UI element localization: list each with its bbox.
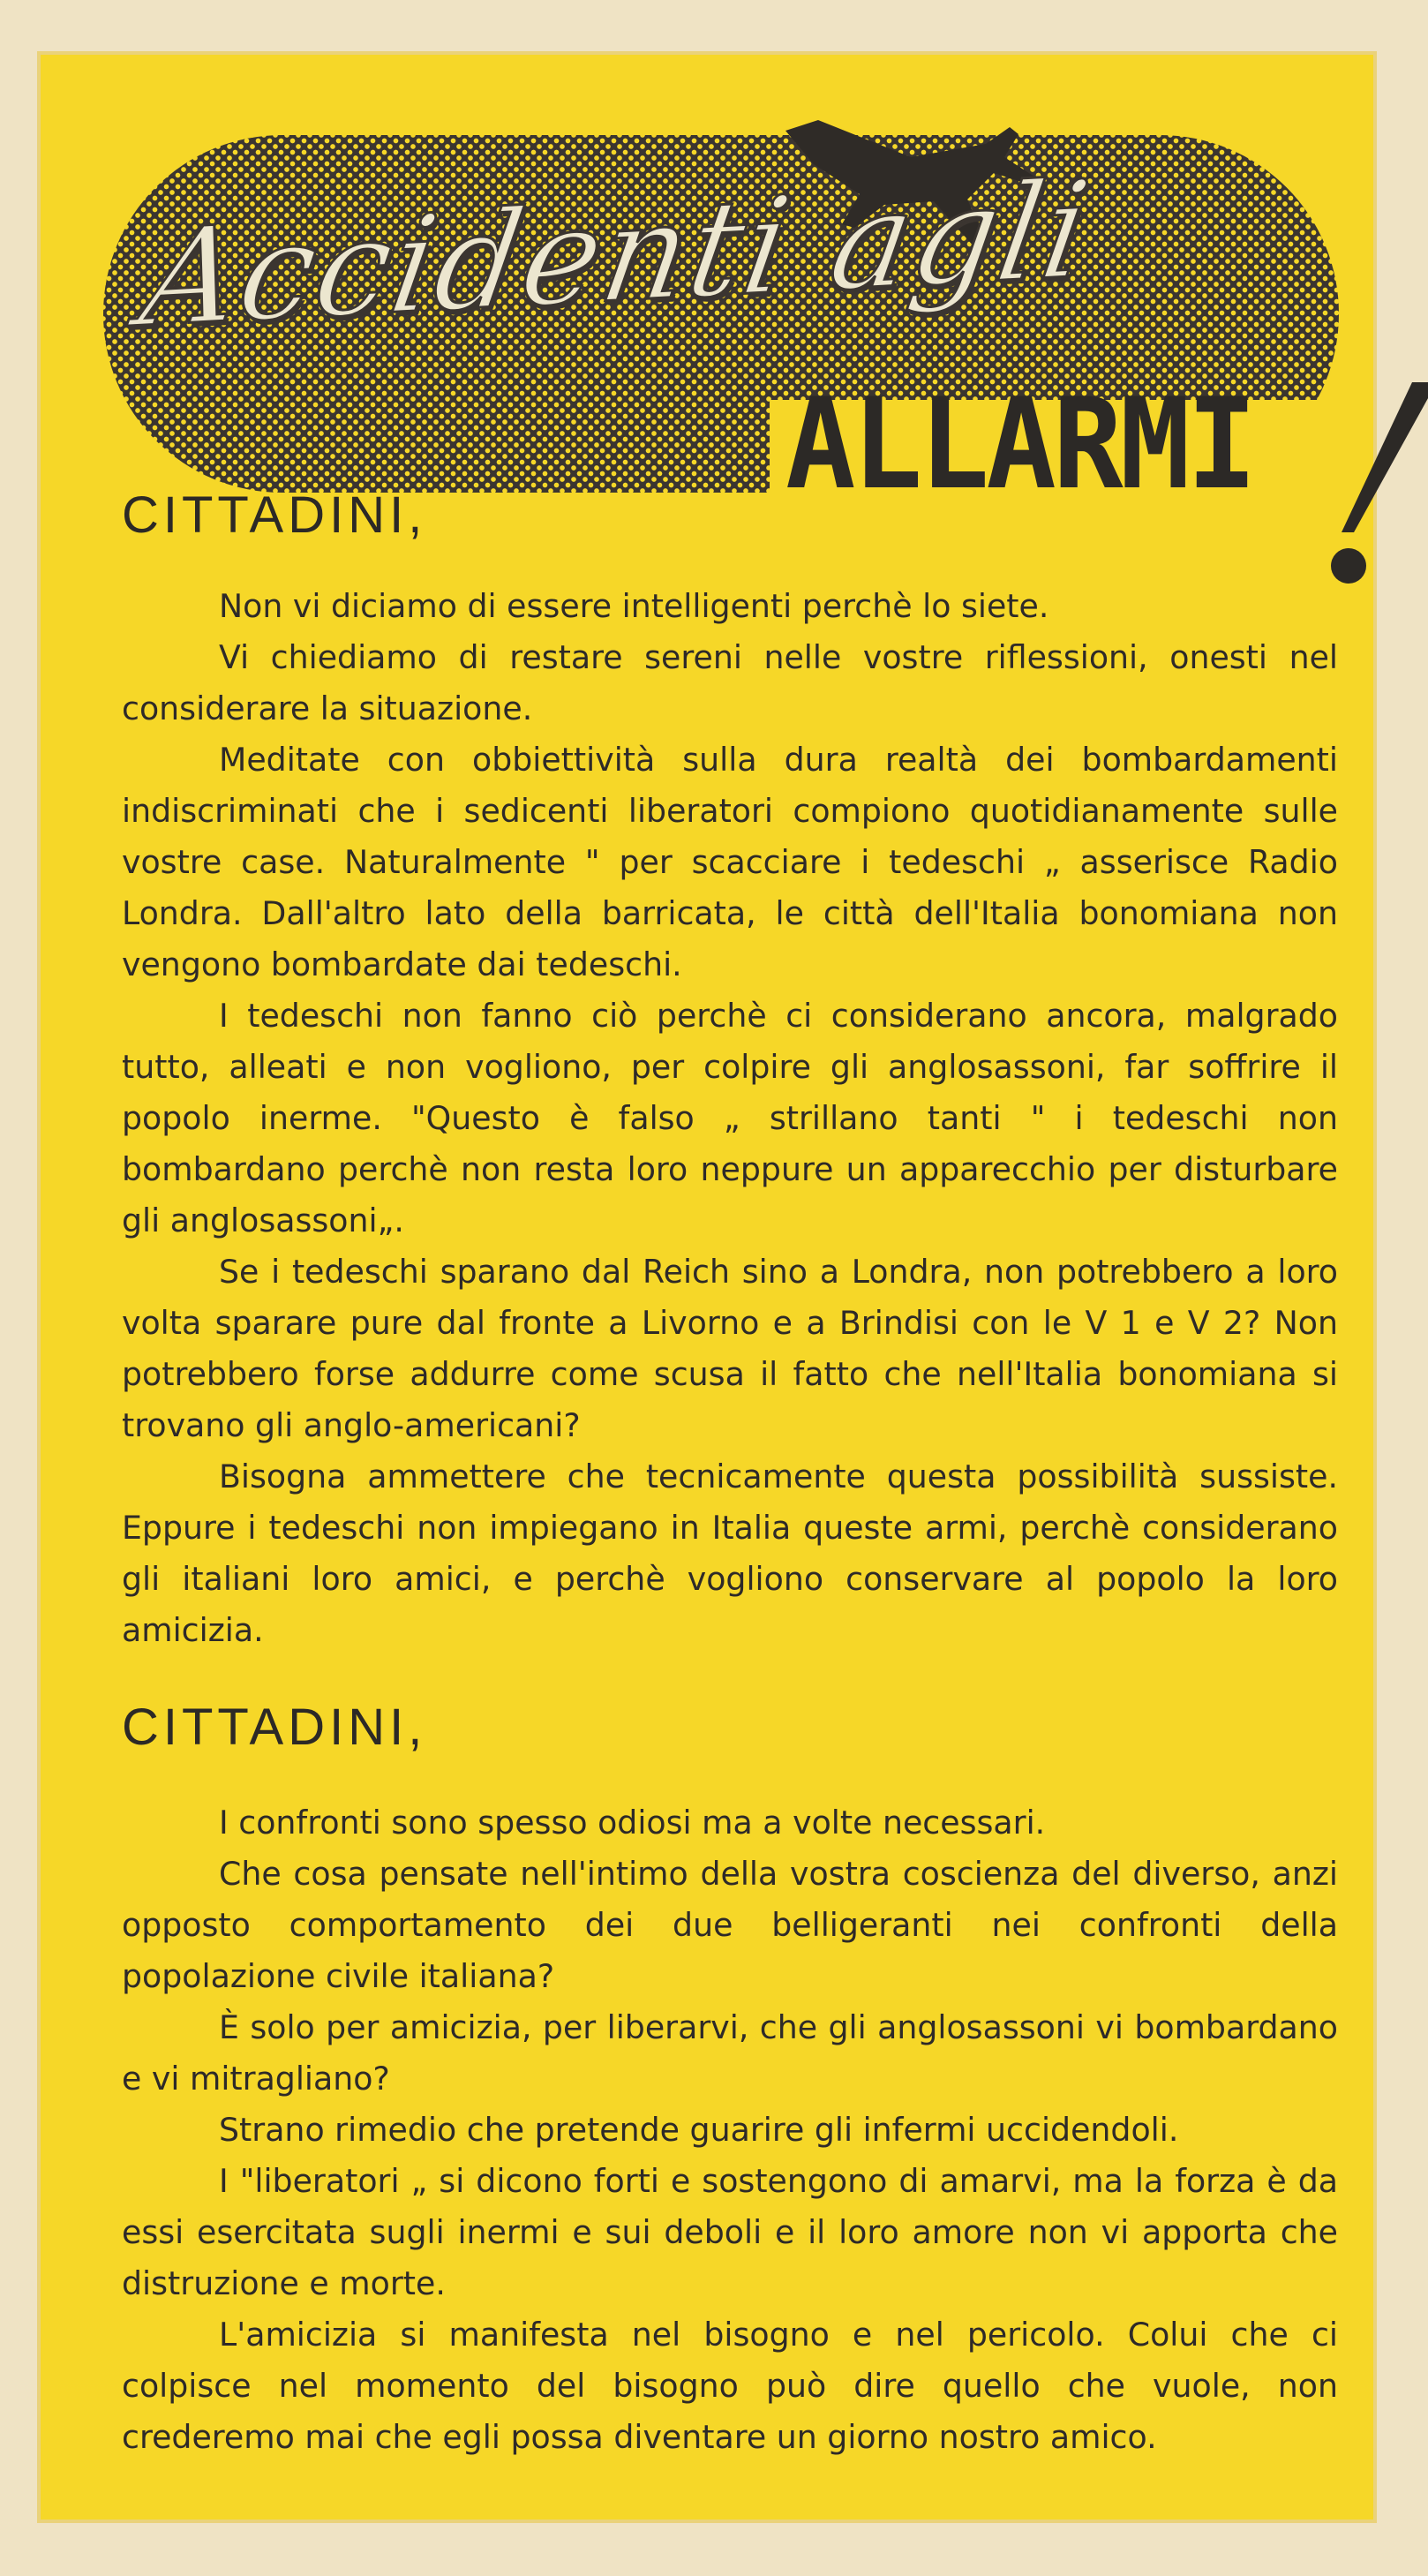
paragraph: È solo per amicizia, per liberarvi, che gli anglosassoni vi bombardano e vi mitragliano? <box>122 2008 1338 2098</box>
script-title: Accidenti agli <box>131 153 1101 358</box>
section-heading-1: CITTADINI, <box>122 486 427 544</box>
paragraph: Non vi diciamo di essere intelligenti perchè lo siete. <box>219 587 1049 625</box>
paragraph: I "liberatori „ si dicono forti e sostengono di amarvi, ma la forza è da essi esercitata sugli inermi e sui deboli e il loro amore non vi apporta che distruzione e morte. <box>122 2162 1338 2302</box>
paragraph: Bisogna ammettere che tecnicamente questa possibilità sussiste. Eppure i tedeschi non impiegano in Italia queste armi, perchè considerano gli italiani loro amici, e perchè vogliono conservare al popolo la loro amicizia. <box>122 1457 1338 1649</box>
section-2-body <box>122 1797 1338 2463</box>
paragraph: Vi chiediamo di restare sereni nelle vostre riflessioni, onesti nel considerare la situazione. <box>122 638 1338 727</box>
paragraph: Strano rimedio che pretende guarire gli infermi uccidendoli. <box>219 2111 1179 2149</box>
paragraph: I confronti sono spesso odiosi ma a volte necessari. <box>219 1804 1046 1842</box>
paragraph: Che cosa pensate nell'intimo della vostra coscienza del diverso, anzi opposto comportamento dei due belligeranti nei confronti della popolazione civile italiana? <box>122 1855 1338 1995</box>
paragraph: L'amicizia si manifesta nel bisogno e nel pericolo. Colui che ci colpisce nel momento del bisogno può dire quello che vuole, non crederemo mai che egli possa diventare un giorno nostro amico. <box>122 2316 1338 2456</box>
bold-title: ALLARMI <box>785 372 1254 517</box>
section-heading-2: CITTADINI, <box>122 1699 427 1756</box>
paragraph: Meditate con obbiettività sulla dura realtà dei bombardamenti indiscriminati che i sedicenti liberatori compiono quotidianamente sulle vostre case. Naturalmente " per scacciare i tedeschi „ asserisce Radio Londra. Dall'altro lato della barricata, le città dell'Italia bonomiana non vengono bombardate dai tedeschi. <box>122 741 1338 983</box>
paragraph: I tedeschi non fanno ciò perchè ci considerano ancora, malgrado tutto, alleati e non vogliono, per colpire gli anglosassoni, far soffrire il popolo inerme. "Questo è falso „ strillano tanti " i tedeschi non bombardano perchè non resta loro neppure un apparecchio per disturbare gli anglosassoni„. <box>122 997 1338 1239</box>
exclamation-mark-icon <box>1308 365 1428 594</box>
paragraph: Se i tedeschi sparano dal Reich sino a Londra, non potrebbero a loro volta sparare pure dal fronte a Livorno e a Brindisi con le V 1 e V 2? Non potrebbero forse addurre come scusa il fatto che nell'Italia bonomiana si trovano gli anglo-americani? <box>122 1253 1338 1444</box>
leaflet-sheet <box>37 51 1377 2523</box>
section-1-body <box>122 581 1338 1656</box>
